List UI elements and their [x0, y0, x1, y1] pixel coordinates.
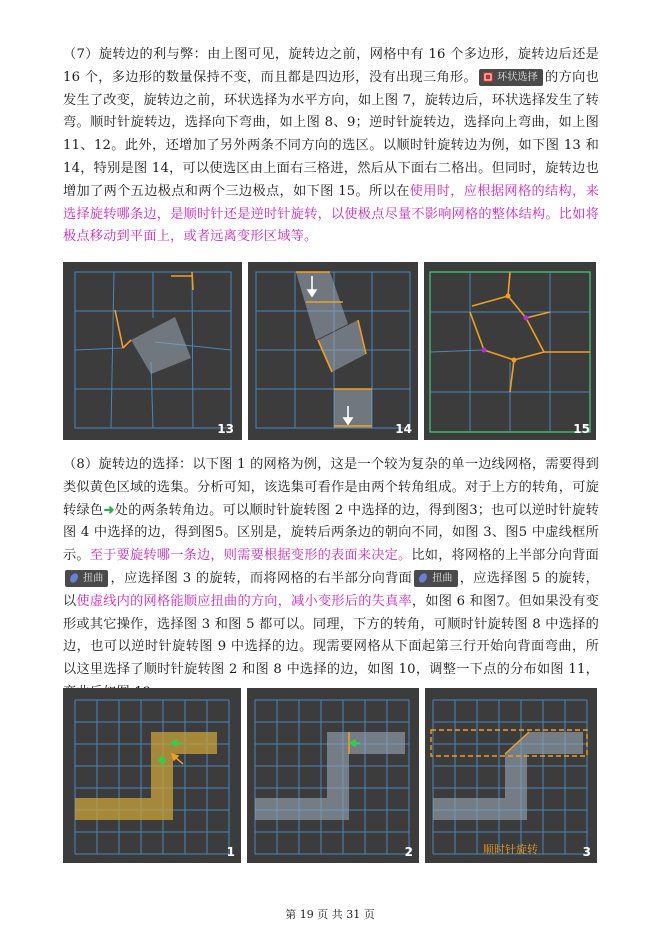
- section-8-paragraph: [63, 454, 599, 705]
- figure-label: 1: [226, 845, 235, 859]
- section-7-paragraph: [63, 44, 599, 249]
- section-7-text-1: （7）旋转边的利与弊：由上图可见，旋转边之前，网格中有 16 个多边形，旋转边后还是 16 个，多边形的数量保持不变，而且都是四边形，没有出现三角形。: [63, 47, 599, 85]
- ring-select-button: [479, 69, 543, 86]
- figure-3-caption: 顺时针旋转: [483, 843, 538, 856]
- section-8-text-6: ，如图 6 和图7。但如果没有变形或其它操作，选择图 3 和图 5 都可以。同理，下方的转角，可顺时针旋转图 8 中选择的边，也可以逆时针旋转图 9 中选择的边。现需要网格从下面起第三行开始向背面弯曲，所以这里选择了顺时针旋转图 2 和图 8 中选择的边，如图 10，调整一下点的分布如图 11，: [63, 593, 599, 678]
- figure-1: [63, 688, 241, 863]
- grid-figure-2: [247, 688, 419, 863]
- section-8-text-1: （8）旋转边的选择：以下图 1 的网格为例，这是一个较为复杂的单一边线网格，需要得到类似黄色区域的选集。分析可知，该选集可看作是由两个转角组成。对于上方的转角，可旋转绿色: [63, 457, 599, 518]
- grid-figure-3: [425, 688, 597, 863]
- twist-label: 扭曲: [83, 572, 104, 584]
- figure-label: 13: [217, 422, 234, 436]
- twist-icon: [417, 572, 429, 584]
- figure-2: [247, 688, 419, 863]
- figure-15: [424, 262, 596, 440]
- section-8-text-5: ，应选择图 5 的旋转，以: [63, 570, 599, 609]
- twist-icon: [68, 572, 80, 584]
- figure-14: [248, 262, 418, 440]
- figure-label: 14: [395, 422, 412, 436]
- grid-figure-1: [63, 688, 241, 863]
- figure-13: [63, 262, 242, 440]
- section-8-highlight-2: 使虚线内的网格能顺应扭曲的方向，减小变形后的失真率: [76, 593, 412, 609]
- ring-select-label: 环状选择: [497, 71, 538, 83]
- figure-label: 2: [404, 845, 413, 859]
- section-8-text-3: 比如，将网格的上半部分向背面: [411, 548, 599, 564]
- figure-label: 3: [582, 845, 591, 859]
- twist-label: 扭曲: [432, 572, 453, 584]
- figure-label: 15: [573, 422, 590, 436]
- page-footer: 第 19 页 共 31 页: [285, 908, 375, 921]
- green-arrow-icon: ➜: [103, 502, 115, 518]
- section-8-text-4: ，应选择图 3 的旋转，而将网格的右半部分向背面: [110, 570, 413, 586]
- twist-button: [65, 570, 108, 587]
- section-8-text-2: 处的两条转角边。可以顺时针旋转图 2 中选择的边，得到图3；也可以逆时针旋转图 4 中选择的边，得到图5。区别是，旋转后两条边的朝向不同，如图 3、图5 中虚线框所示。: [63, 502, 599, 564]
- twist-button: [414, 570, 457, 587]
- section-7-highlight: 使用时，应根据网格的结构，来选择旋转哪条边，是顺时针还是逆时针旋转，以使极点尽量不影响网格的整体结构。比如将极点移动到平面上，或者远离变形区域等。: [63, 183, 599, 245]
- figure-3: [425, 688, 597, 863]
- section-8-highlight-1: 至于要旋转哪一条边，则需要根据变形的表面来决定。: [89, 548, 412, 564]
- ring-select-icon: [482, 71, 494, 83]
- section-7-text-2: 的方向也发生了改变，旋转边之前，环状选择为水平方向，如上图 7，旋转边后，环状选择发生了转弯。顺时针旋转边，选择向下弯曲，如上图 8、9；逆时针旋转边，选择向上弯曲，如上图 11、12。此外，还增加了另外两条不同方向的选区。以顺时针旋转边为例，如下图 13 和 14，特别是图 14，可以使选区由上面右三格进，然后从下面右二格出。但同时，旋转边也增加了两个五边极点和两个三边极点，如下图 15。所以在: [63, 69, 599, 199]
